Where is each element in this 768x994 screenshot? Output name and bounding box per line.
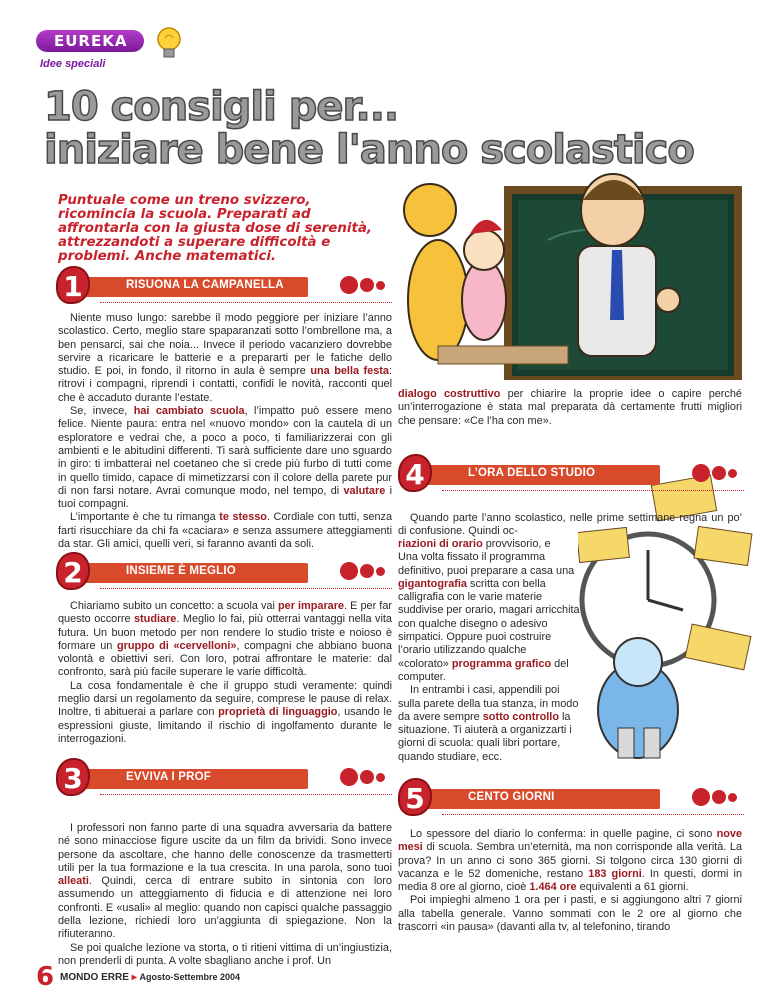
section-5-divider — [442, 814, 744, 815]
page-number: 6 — [36, 962, 55, 992]
arrow-right-icon: ▸ — [131, 972, 137, 983]
section-1-title: RISUONA LA CAMPANELLA — [126, 279, 284, 291]
section-5-number: 5 — [398, 778, 432, 816]
title-line-2: iniziare bene l'anno scolastico — [44, 127, 694, 173]
section-4-number: 4 — [398, 454, 432, 492]
lead-paragraph: Puntuale come un treno svizzero, ricomincia la scuola. Preparati ad affrontarla con la giusta dose di serenità, attrezzandoti a superare difficoltà e problemi. Anche matematici. — [58, 193, 372, 264]
section-label: Idee speciali — [40, 58, 106, 70]
magazine-name: MONDO ERRE — [60, 972, 129, 983]
section-3-continuation: dialogo costruttivo per chiarire la proprie idee o capire perché un’interrogazione è stata mal preparata dà certamente frutti migliori che pensare: «Ce l’ha con me». — [398, 388, 742, 427]
title-line-1: 10 consigli per... — [44, 84, 399, 130]
section-3-body: I professori non fanno parte di una squadra avversaria da battere né sono minacciose figure uscite da un film da brividi. Sono invece persone da ascoltare, che hanno delle conoscenze da trasmetterti utili per la tua formazione e la tua crescita. In una parola, sono tuoi alleati. Quindi, cerca di entrare subito in sintonia con loro assumendo un atteggiamento di fiducia e di attenzione nei loro confronti. E «usali» al meglio: quando non capisci qualche passaggio della lezione, richiedi loro un’aggiunta di spiegazione. Non la rifiuteranno. Se poi qualche lezione va storta, o ti ritieni vittima di un’ingiustizia, non prenderli di punta. A volte sbagliano anche i prof. Un — [58, 822, 392, 967]
section-4-title: L’ORA DELLO STUDIO — [468, 467, 596, 479]
section-5-body: Lo spessore del diario lo conferma: in quelle pagine, ci sono nove mesi di scuola. Sembra un’eternità, ma non corrisponde alla verità. La prova? In un anno ci sono 365 giorni. Si tolgono circa 130 giorni di vacanza e le 52 domeniche, restano 183 giorni. In questi, dormi in media 8 ore al giorno, cioè 1.464 ore equivalenti a 61 giorni. Poi impieghi almeno 1 ora per i pasti, e si aggiungono altri 7 giorni alla tabella generale. Vanno sommati con le 2 ore al giorno che trascorri «in pausa» (davanti alla tv, al telefonino, tirando — [398, 828, 742, 934]
section-4-dots — [692, 462, 744, 484]
classroom-teacher-illustration — [398, 150, 750, 380]
issue-date: Agosto-Settembre 2004 — [139, 972, 241, 982]
section-4-body-narrow: riazioni di orario provvisorio, e Una volta fissato il programma definitivo, puoi preparare a casa una gigantografia scritta con bella calligrafia con le varie materie suddivise per orario, magari arricchita con qualche disegno o adesivo simpatici. Oppure puoi costruire l’orario utilizzando qualche «colorato» programma grafico del computer. In entrambi i casi, appendili poi sulla parete della tua stanza, in modo da avere sempre sotto controllo la situazione. Ti aiuterà a organizzarti i giorni di scuola: quali libri portare, quando studiare, ecc. — [398, 538, 580, 763]
section-3-title: EVVIVA I PROF — [126, 771, 212, 783]
section-1-header — [56, 266, 392, 306]
lightbulb-icon — [154, 26, 184, 62]
section-3-number: 3 — [56, 758, 90, 796]
section-4-header — [398, 454, 744, 494]
section-2-divider — [100, 588, 392, 589]
magazine-info — [60, 972, 240, 983]
section-2-dots — [340, 560, 392, 582]
section-2-title: INSIEME È MEGLIO — [126, 565, 236, 577]
section-3-divider — [100, 794, 392, 795]
section-1-divider — [100, 302, 392, 303]
section-3-header — [56, 758, 392, 798]
section-2-header — [56, 552, 392, 592]
section-2-body: Chiariamo subito un concetto: a scuola vai per imparare. E per far questo occorre studiare. Meglio lo fai, più otterrai vantaggi nella vita futura. Un buon metodo per non rendere lo studio triste e noioso è formare un gruppo di «cervelloni», compagni che abbiano buona volontà e obiettivi seri. Con loro, potrai affrontare le materie: dal confronto, sarà più facile superare le varie difficoltà. La cosa fondamentale è che il gruppo studi veramente: quindi meglio darsi un regolamento da seguire, comprese le pause di relax. Inoltre, ti abituerai a parlare con proprietà di linguaggio, usando le espressioni giuste, limitando il rischio di ingolfamento durante le interrogazioni. — [58, 600, 393, 745]
section-1-number: 1 — [56, 266, 90, 304]
section-3-dots — [340, 766, 392, 788]
section-1-dots — [340, 274, 392, 296]
section-1-body: Niente muso lungo: sarebbe il modo peggiore per iniziare l’anno scolastico. Certo, meglio stare spaparanzati sotto l’ombrellone ma, a ben pensarci, sai che noia... Invece il periodo vacanziero dovrebbe servire a ricaricare le batterie e a prepararti per le fatiche dello studio. E poi, in fondo, il ritorno in aula è sempre una bella festa: ritrovi i compagni, riprendi i contatti, confidi le novità, racconti quel che è accaduto durante l’estate. Se, invece, hai cambiato scuola, l’impatto può essere meno felice. Niente paura: entra nel «nuovo mondo» con la cautela di un esploratore e vedrai che, a poco a poco, ti familiarizzerai con gli ambienti e le abitudini differenti. Ti sarà sufficiente dare uno sguardo in giro: ti imbatterai nel coetaneo che si crede più furbo di tutti come in quello timido, capace di mimetizzarsi con il colore della parete pur di non farsi notare. Avrai comunque modo, nel tempo, di valutare i tuoi compagni. L’importante è che tu rimanga te stesso. Cordiale con tutti, senza farti risucchiare da chi fa «caciara» e senza assumere atteggiamenti da star. Gli amici, quelli veri, si faranno avanti da soli. — [58, 312, 393, 551]
section-5-title: CENTO GIORNI — [468, 791, 555, 803]
section-2-number: 2 — [56, 552, 90, 590]
section-5-header — [398, 778, 744, 818]
section-4-body: Quando parte l’anno scolastico, nelle prime settimane regna un po’ di confusione. Quindi oc- — [398, 512, 742, 538]
eureka-label: EUREKA — [36, 30, 144, 52]
eureka-badge — [36, 26, 148, 62]
section-5-dots — [692, 786, 744, 808]
section-4-divider — [442, 490, 744, 491]
